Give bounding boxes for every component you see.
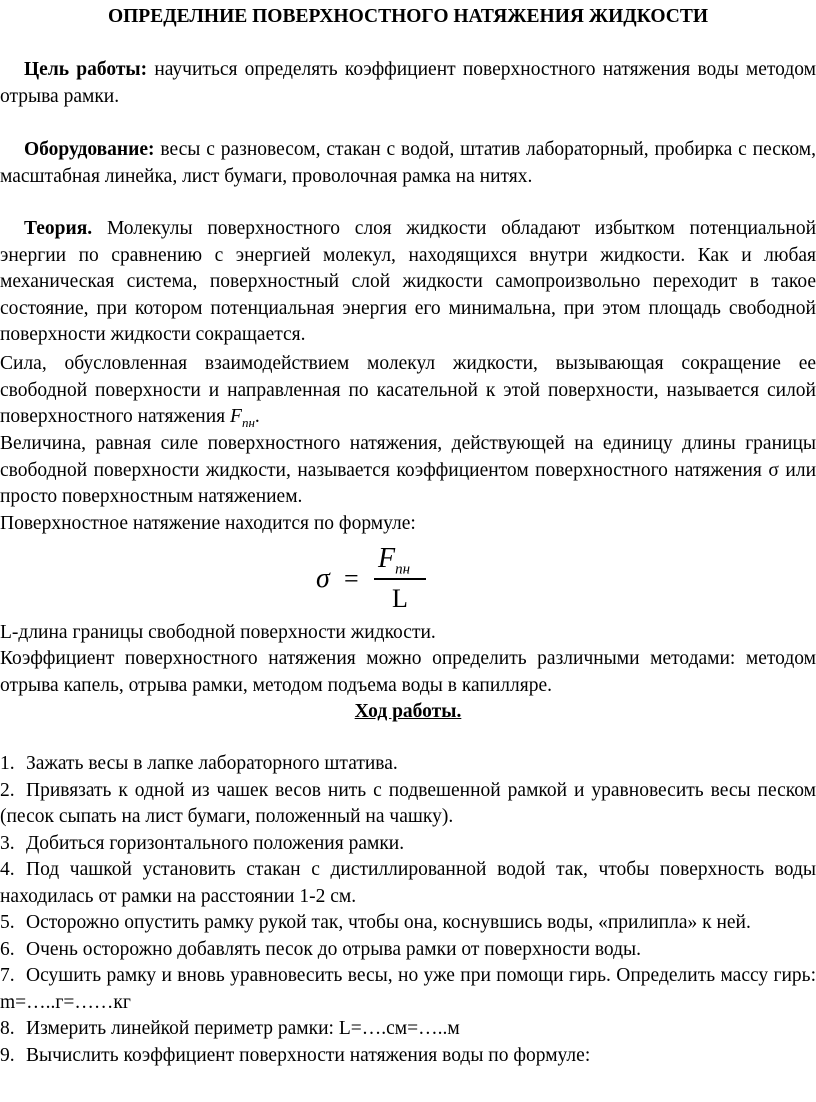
theory-text-2: Сила, обусловленная взаимодействием молекул жидкости, вызывающая сокращение ее свободной поверхности и направленная по касательной к этой поверхности, называется силой поверхностного натяжения <box>0 353 816 427</box>
step-number: 9. <box>0 1044 15 1066</box>
formula-sigma: σ <box>316 563 330 594</box>
step-number: 6. <box>0 938 15 960</box>
theory-paragraph-5 <box>0 620 816 647</box>
theory-paragraph-6 <box>0 646 816 699</box>
step-item <box>0 857 816 910</box>
theory-text-4: Поверхностное натяжение находится по формуле: <box>0 513 416 534</box>
step-text: Измерить линейкой периметр рамки: L=….см=…..м <box>26 1018 460 1039</box>
procedure-heading: Ход работы. <box>354 701 462 722</box>
force-symbol-letter: F <box>230 406 242 427</box>
procedure-steps <box>0 751 816 1069</box>
force-symbol <box>230 406 255 430</box>
theory-label: Теория. <box>24 218 93 239</box>
equipment-paragraph <box>0 137 816 190</box>
page-title: ОПРЕДЕЛНИЕ ПОВЕРХНОСТНОГО НАТЯЖЕНИЯ ЖИДКОСТИ <box>107 6 709 27</box>
step-number: 5. <box>0 912 15 933</box>
step-item <box>0 778 816 831</box>
step-number: 3. <box>0 832 15 854</box>
theory-paragraph-3 <box>0 431 816 511</box>
goal-text: научиться определять коэффициент поверхностного натяжения воды методом отрыва рамки. <box>0 59 816 107</box>
step-number: 1. <box>0 753 15 774</box>
theory-text-3: Величина, равная силе поверхностного натяжения, действующей на единицу длины границы свободной поверхности жидкости, называется коэффициентом поверхностного натяжения σ или просто поверхностным натяжением. <box>0 433 816 507</box>
step-item <box>0 751 816 778</box>
surface-tension-formula <box>316 543 426 618</box>
theory-text-1: Молекулы поверхностного слоя жидкости обладают избытком потенциальной энергии по сравнению с энергией молекул, находящихся внутри жидкости. Как и любая механическая система, поверхностный слой жидкости самопроизвольно переходит в такое состояние, при котором потенциальная энергия его минимальна, при этом площадь свободной поверхности жидкости сокращается. <box>0 218 816 345</box>
step-item <box>0 1043 816 1070</box>
force-symbol-subscript: пн <box>241 414 255 430</box>
formula-denominator: L <box>392 584 408 613</box>
step-number: 7. <box>0 965 15 986</box>
theory-paragraph-2 <box>0 351 816 436</box>
formula-equals: = <box>344 564 359 593</box>
theory-text-6: Коэффициент поверхностного натяжения можно определить различными методами: методом отрыва капель, отрыва рамки, методом подъема воды в капилляре. <box>0 648 816 696</box>
step-text: Осушить рамку и вновь уравновесить весы, но уже при помощи гирь. Определить массу гирь: m=…..г=……кг <box>0 965 816 1013</box>
theory-text-5: L-длина границы свободной поверхности жидкости. <box>0 622 436 643</box>
step-number: 4. <box>0 859 15 880</box>
equipment-text: весы с разновесом, стакан с водой, штатив лабораторный, пробирка с песком, масштабная линейка, лист бумаги, проволочная рамка на нитях. <box>0 139 816 187</box>
step-text: Привязать к одной из чашек весов нить с подвешенной рамкой и уравновесить весы песком (песок сыпать на лист бумаги, положенный на чашку). <box>0 779 816 827</box>
formula-numerator-subscript: пн <box>395 561 411 578</box>
goal-label: Цель работы: <box>24 59 148 80</box>
step-text: Добиться горизонтального положения рамки. <box>26 832 405 854</box>
step-item <box>0 937 816 964</box>
step-text: Очень осторожно добавлять песок до отрыва рамки от поверхности воды. <box>26 938 642 960</box>
formula-fraction-line <box>374 578 426 580</box>
step-item <box>0 1016 816 1043</box>
theory-text-2-end: . <box>254 406 260 427</box>
goal-paragraph <box>0 57 816 110</box>
theory-paragraph-1 <box>0 216 816 349</box>
equipment-label: Оборудование: <box>24 139 155 160</box>
step-text: Осторожно опустить рамку рукой так, чтобы она, коснувшись воды, «прилипла» к ней. <box>26 912 751 933</box>
step-text: Вычислить коэффициент поверхности натяжения воды по формуле: <box>26 1044 591 1066</box>
step-item <box>0 910 816 937</box>
step-text: Зажать весы в лапке лабораторного штатива. <box>26 753 398 774</box>
step-number: 8. <box>0 1018 15 1039</box>
formula-numerator-letter: F <box>378 543 396 574</box>
step-item <box>0 963 816 1016</box>
theory-paragraph-4 <box>0 511 816 538</box>
step-text: Под чашкой установить стакан с дистиллированной водой так, чтобы поверхность воды находилась от рамки на расстоянии 1-2 см. <box>0 859 816 907</box>
step-number: 2. <box>0 779 15 801</box>
step-item <box>0 831 816 858</box>
